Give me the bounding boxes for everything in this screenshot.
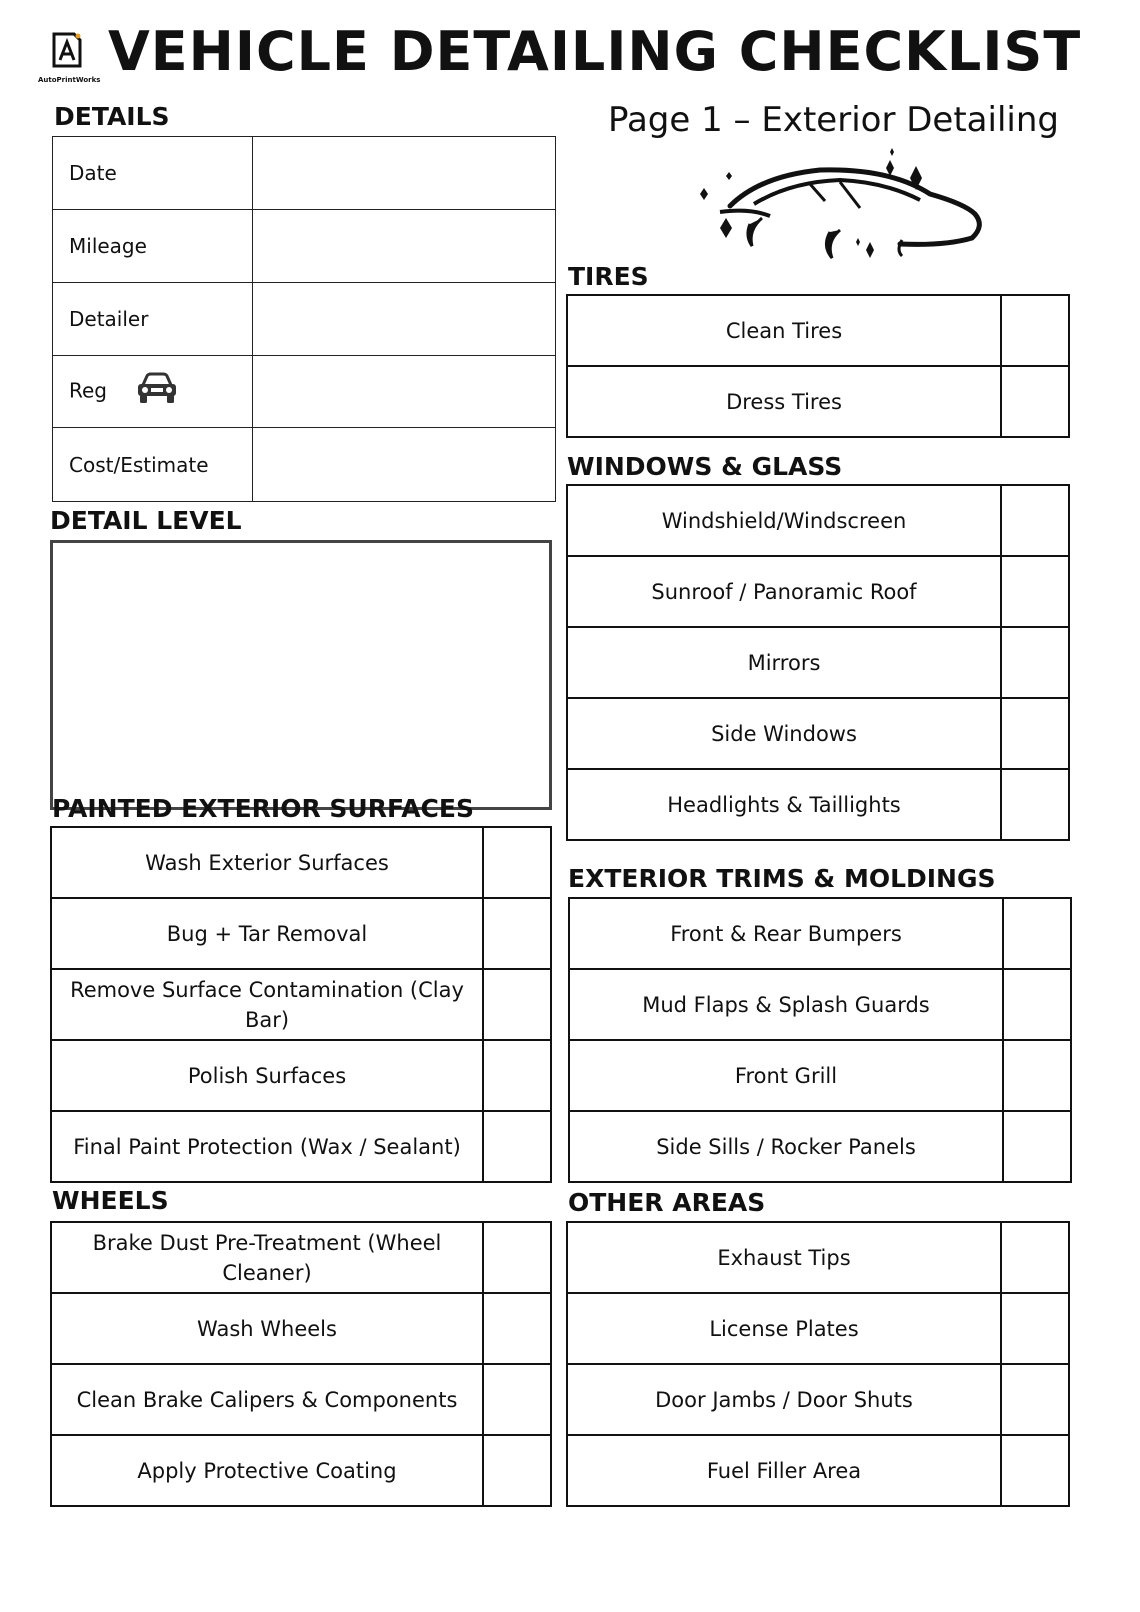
checkbox-headlights[interactable] bbox=[1001, 769, 1069, 840]
checklist-row bbox=[567, 698, 1069, 769]
tires-heading: TIRES bbox=[568, 262, 649, 291]
details-row-reg bbox=[53, 356, 556, 428]
checklist-row bbox=[567, 1293, 1069, 1364]
checklist-row bbox=[567, 627, 1069, 698]
checklist-row bbox=[51, 827, 551, 898]
page-title: VEHICLE DETAILING CHECKLIST bbox=[108, 20, 1082, 83]
checklist-row bbox=[567, 1222, 1069, 1293]
checkbox-polish[interactable] bbox=[483, 1040, 551, 1111]
checklist-label: Remove Surface Contamination (Clay Bar) bbox=[51, 969, 483, 1040]
checklist-label: Dress Tires bbox=[567, 366, 1001, 437]
checklist-label: Wash Wheels bbox=[51, 1293, 483, 1364]
checklist-row bbox=[567, 485, 1069, 556]
checklist-label: Clean Tires bbox=[567, 295, 1001, 366]
details-row-date bbox=[53, 137, 556, 210]
checkbox-wash-wheels[interactable] bbox=[483, 1293, 551, 1364]
windows-table bbox=[566, 484, 1070, 841]
details-label: Detailer bbox=[53, 283, 253, 356]
checklist-label: Sunroof / Panoramic Roof bbox=[567, 556, 1001, 627]
checklist-label: Final Paint Protection (Wax / Sealant) bbox=[51, 1111, 483, 1182]
checkbox-windshield[interactable] bbox=[1001, 485, 1069, 556]
checklist-label: Brake Dust Pre-Treatment (Wheel Cleaner) bbox=[51, 1222, 483, 1293]
logo-text: AutoPrintWorks bbox=[38, 76, 101, 84]
checklist-label: Bug + Tar Removal bbox=[51, 898, 483, 969]
painted-heading: PAINTED EXTERIOR SURFACES bbox=[52, 794, 474, 823]
page-subtitle: Page 1 – Exterior Detailing bbox=[608, 100, 1059, 140]
tires-table bbox=[566, 294, 1070, 438]
checklist-label: Polish Surfaces bbox=[51, 1040, 483, 1111]
checkbox-front-grill[interactable] bbox=[1003, 1040, 1071, 1111]
checklist-label: Apply Protective Coating bbox=[51, 1435, 483, 1506]
wheels-table bbox=[50, 1221, 552, 1507]
checklist-row bbox=[51, 1435, 551, 1506]
checkbox-door-jambs[interactable] bbox=[1001, 1364, 1069, 1435]
checklist-row bbox=[51, 1040, 551, 1111]
painted-table bbox=[50, 826, 552, 1183]
other-heading: OTHER AREAS bbox=[568, 1188, 766, 1217]
checklist-row bbox=[51, 1111, 551, 1182]
checkbox-dress-tires[interactable] bbox=[1001, 366, 1069, 437]
details-label: Date bbox=[53, 137, 253, 210]
details-row-mileage bbox=[53, 210, 556, 283]
checklist-row bbox=[51, 898, 551, 969]
checklist-label: Clean Brake Calipers & Components bbox=[51, 1364, 483, 1435]
other-table bbox=[566, 1221, 1070, 1507]
checkbox-paint-protection[interactable] bbox=[483, 1111, 551, 1182]
details-heading: DETAILS bbox=[54, 102, 170, 131]
checklist-label: Headlights & Taillights bbox=[567, 769, 1001, 840]
checkbox-license-plates[interactable] bbox=[1001, 1293, 1069, 1364]
checklist-row bbox=[567, 1364, 1069, 1435]
checklist-label: Front & Rear Bumpers bbox=[569, 898, 1003, 969]
checkbox-clean-tires[interactable] bbox=[1001, 295, 1069, 366]
brand-logo-icon bbox=[50, 30, 84, 70]
checklist-row bbox=[51, 969, 551, 1040]
detail-level-heading: DETAIL LEVEL bbox=[50, 506, 242, 535]
checklist-row bbox=[51, 1364, 551, 1435]
checkbox-mirrors[interactable] bbox=[1001, 627, 1069, 698]
car-front-icon bbox=[135, 371, 179, 413]
checklist-row bbox=[569, 1040, 1071, 1111]
checklist-label: Windshield/Windscreen bbox=[567, 485, 1001, 556]
details-row-detailer bbox=[53, 283, 556, 356]
checklist-row bbox=[567, 295, 1069, 366]
details-table bbox=[52, 136, 556, 502]
reg-field[interactable] bbox=[253, 356, 556, 428]
detailer-field[interactable] bbox=[253, 283, 556, 356]
windows-heading: WINDOWS & GLASS bbox=[567, 452, 843, 481]
wheels-heading: WHEELS bbox=[52, 1186, 169, 1215]
checklist-label: Front Grill bbox=[569, 1040, 1003, 1111]
checklist-label: Exhaust Tips bbox=[567, 1222, 1001, 1293]
checkbox-mud-flaps[interactable] bbox=[1003, 969, 1071, 1040]
details-label: Mileage bbox=[53, 210, 253, 283]
checklist-row bbox=[567, 769, 1069, 840]
checkbox-wash-exterior[interactable] bbox=[483, 827, 551, 898]
checklist-label: Fuel Filler Area bbox=[567, 1435, 1001, 1506]
checkbox-bumpers[interactable] bbox=[1003, 898, 1071, 969]
details-label: Reg bbox=[69, 378, 107, 402]
checklist-row bbox=[569, 898, 1071, 969]
checkbox-clay-bar[interactable] bbox=[483, 969, 551, 1040]
trims-table bbox=[568, 897, 1072, 1183]
checklist-label: Door Jambs / Door Shuts bbox=[567, 1364, 1001, 1435]
checkbox-side-windows[interactable] bbox=[1001, 698, 1069, 769]
brand-logo bbox=[38, 30, 101, 84]
checkbox-sunroof[interactable] bbox=[1001, 556, 1069, 627]
checkbox-fuel-filler[interactable] bbox=[1001, 1435, 1069, 1506]
trims-heading: EXTERIOR TRIMS & MOLDINGS bbox=[568, 864, 996, 893]
checklist-label: Side Windows bbox=[567, 698, 1001, 769]
checkbox-brake-calipers[interactable] bbox=[483, 1364, 551, 1435]
checklist-row bbox=[51, 1293, 551, 1364]
checklist-label: Mud Flaps & Splash Guards bbox=[569, 969, 1003, 1040]
checklist-label: License Plates bbox=[567, 1293, 1001, 1364]
shiny-car-icon bbox=[690, 146, 1000, 280]
detail-level-box[interactable] bbox=[50, 540, 552, 810]
date-field[interactable] bbox=[253, 137, 556, 210]
checkbox-protective-coating[interactable] bbox=[483, 1435, 551, 1506]
checklist-row bbox=[569, 969, 1071, 1040]
details-reg-cell bbox=[53, 356, 253, 428]
mileage-field[interactable] bbox=[253, 210, 556, 283]
cost-estimate-field[interactable] bbox=[253, 428, 556, 502]
details-label: Cost/Estimate bbox=[53, 428, 253, 502]
checklist-label: Side Sills / Rocker Panels bbox=[569, 1111, 1003, 1182]
checklist-row bbox=[51, 1222, 551, 1293]
checkbox-bug-tar[interactable] bbox=[483, 898, 551, 969]
checkbox-brake-dust[interactable] bbox=[483, 1222, 551, 1293]
checklist-row bbox=[567, 1435, 1069, 1506]
checklist-row bbox=[569, 1111, 1071, 1182]
details-row-cost bbox=[53, 428, 556, 502]
checklist-label: Wash Exterior Surfaces bbox=[51, 827, 483, 898]
checkbox-side-sills[interactable] bbox=[1003, 1111, 1071, 1182]
checkbox-exhaust-tips[interactable] bbox=[1001, 1222, 1069, 1293]
checklist-row bbox=[567, 556, 1069, 627]
checklist-row bbox=[567, 366, 1069, 437]
checklist-label: Mirrors bbox=[567, 627, 1001, 698]
